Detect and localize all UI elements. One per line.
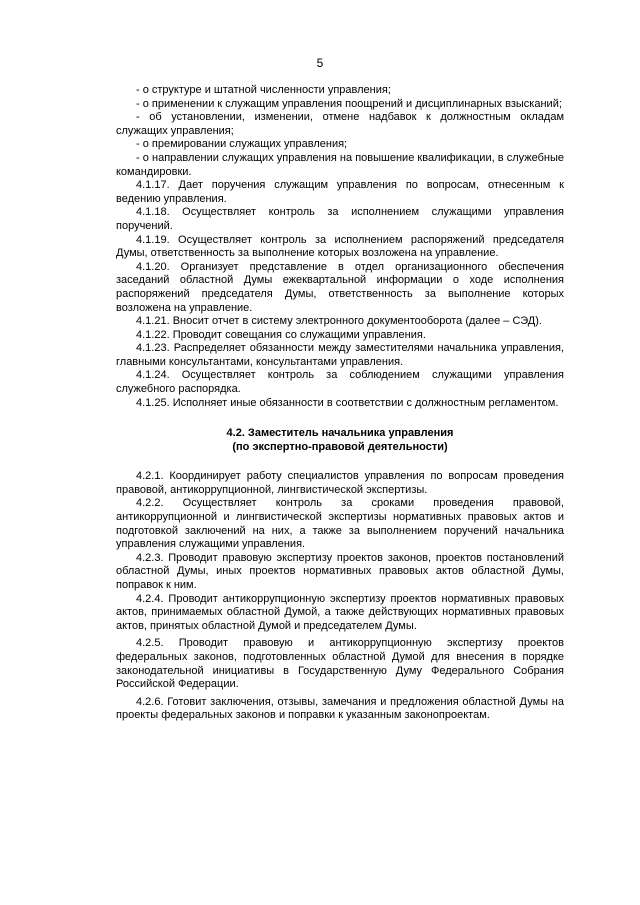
clause-4-2-6: 4.2.6. Готовит заключения, отзывы, замечания и предложения областной Думы на проекты федеральных законов и поправки к указанным законопроектам. (116, 695, 564, 722)
section-heading-line1: 4.2. Заместитель начальника управления (226, 427, 454, 440)
page-number: 5 (316, 56, 324, 70)
list-item: - о применении к служащим управления поощрений и дисциплинарных взысканий; (136, 97, 562, 110)
clause-4-2-4: 4.2.4. Проводит антикоррупционную экспертизу проектов нормативных правовых актов, принимаемых областной Думой, а также действующих нормативных правовых актов, принятых областной Думой и председателем Думы. (116, 592, 564, 632)
clause-4-2-2: 4.2.2. Осуществляет контроль за сроками проведения правовой, антикоррупционной и лингвистической экспертизы нормативных правовых актов и подготовкой заключений на них, а также за выполнением поручений начальника управления служащими управления. (116, 497, 564, 551)
clause-4-1-25: 4.1.25. Исполняет иные обязанности в соответствии с должностным регламентом. (136, 396, 559, 409)
spacer (116, 410, 564, 426)
clause-4-1-20: 4.1.20. Организует представление в отдел организационного обеспечения заседаний областной Думы ежеквартальной информации о ходе исполнения распоряжений председателя Думы, ответственность за выполнение которых возложена на управление. (116, 260, 564, 314)
clause-4-2-5: 4.2.5. Проводит правовую и антикоррупционную экспертизу проектов федеральных законов, подготовленных областной Думой для внесения в порядке законодательной инициативы в Государственную Думу Федерального Собрания Российской Федерации. (116, 637, 564, 691)
clause-4-2-1: 4.2.1. Координирует работу специалистов управления по вопросам проведения правовой, антикоррупционной, лингвистической экспертизы. (116, 470, 564, 496)
list-item: - об установлении, изменении, отмене надбавок к должностным окладам служащих управления; (116, 111, 564, 137)
clause-4-1-22: 4.1.22. Проводит совещания со служащими управления. (136, 328, 426, 341)
spacer (116, 454, 564, 470)
clause-4-1-21: 4.1.21. Вносит отчет в систему электронного документооборота (далее – СЭД). (136, 315, 542, 328)
clause-4-1-19: 4.1.19. Осуществляет контроль за исполнением распоряжений председателя Думы, ответственность за выполнение которых возложена на управление. (116, 233, 564, 260)
list-item: - о премировании служащих управления; (136, 138, 348, 151)
section-heading-line2: (по экспертно-правовой деятельности) (232, 441, 448, 454)
clause-4-1-17: 4.1.17. Дает поручения служащим управления по вопросам, отнесенным к ведению управления. (116, 179, 564, 205)
document-body (116, 84, 564, 723)
clause-4-1-24: 4.1.24. Осуществляет контроль за соблюдением служащими управления служебного распорядка. (116, 369, 564, 396)
clause-4-1-18: 4.1.18. Осуществляет контроль за исполнением служащими управления поручений. (116, 206, 564, 232)
list-item: - о направлении служащих управления на повышение квалификации, в служебные командировки. (116, 151, 564, 178)
clause-4-2-3: 4.2.3. Проводит правовую экспертизу проектов законов, проектов постановлений областной Думы, иных проектов нормативных правовых актов областной Думы, поправок к ним. (116, 551, 564, 591)
clause-4-1-23: 4.1.23. Распределяет обязанности между заместителями начальника управления, главными консультантами, консультантами управления. (116, 342, 564, 368)
list-item: - о структуре и штатной численности управления; (136, 84, 391, 96)
